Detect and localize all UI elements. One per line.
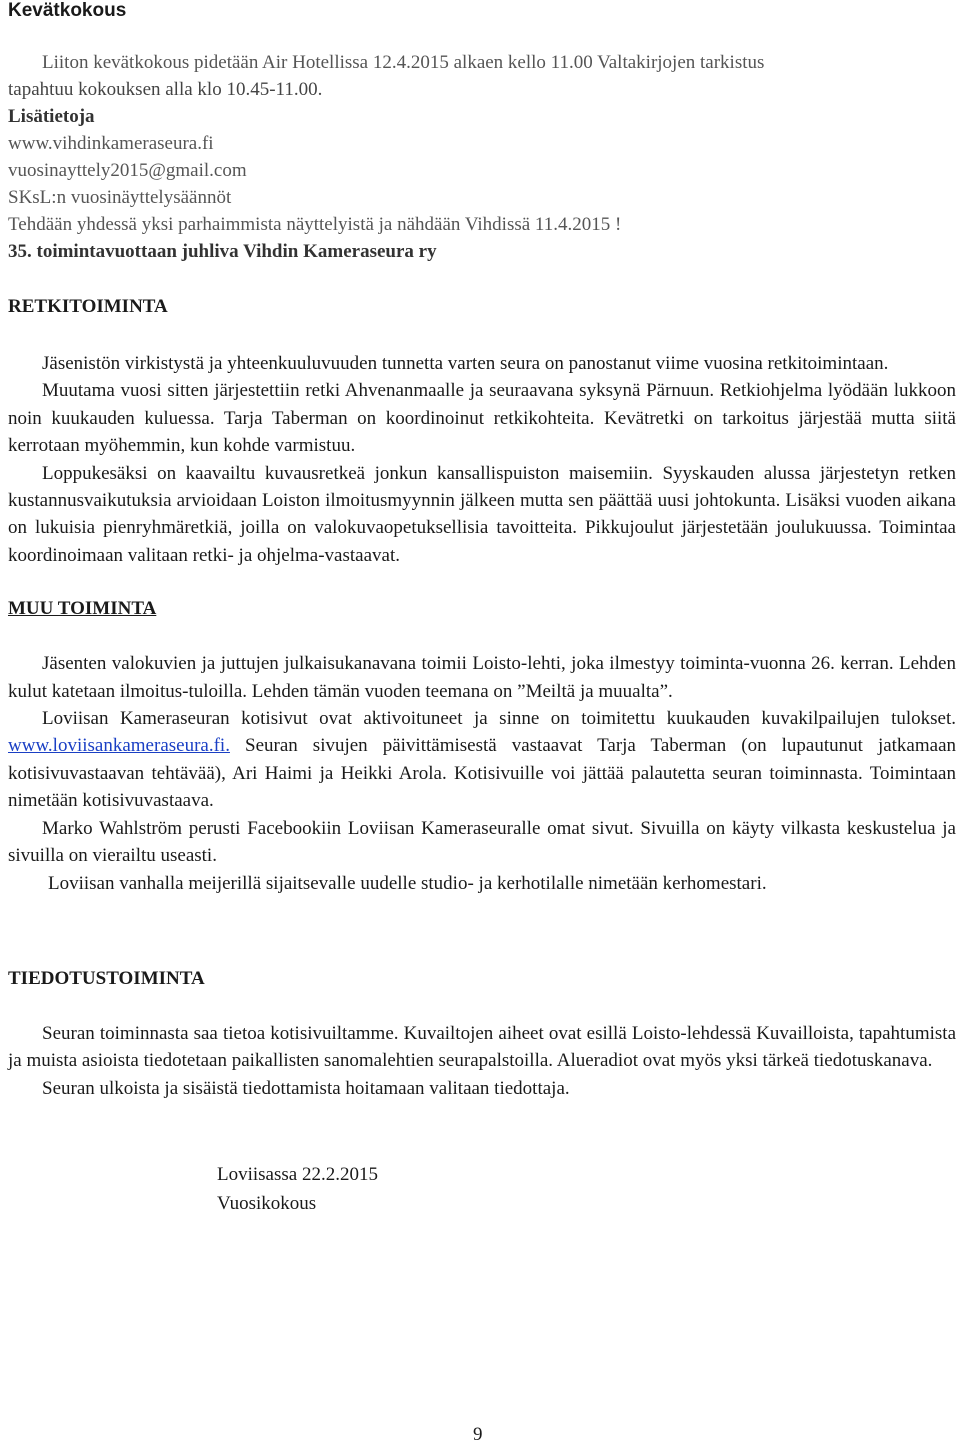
tiedotus-paragraph-2: Seuran ulkoista ja sisäistä tiedottamista hoitamaan valitaan tiedottaja. — [42, 1077, 570, 1099]
muu-section — [8, 595, 956, 897]
retki-section — [8, 293, 956, 569]
more-info-label: Lisätietoja — [8, 106, 95, 127]
signature-meeting: Vuosikokous — [217, 1193, 317, 1215]
signature-place-date: Loviisassa 22.2.2015 — [217, 1164, 378, 1186]
muu-paragraph-1: Jäsenten valokuvien ja juttujen julkaisukanavana toimii Loisto-lehti, joka ilmestyy toiminta-vuonna 26. kerran. Lehden kulut katetaan ilmoitus-tuloilla. Lehden tämän vuoden teemana on ”Meiltä ja muualta”. — [8, 653, 956, 702]
tiedotus-paragraph-1: Seuran toiminnasta saa tietoa kotisivuiltamme. Kuvailtojen aiheet ovat esillä Loisto-lehdessä Kuvailloista, tapahtumista ja muista asioista tiedotetaan paikallisten sanomalehtien seurapalstoilla. Alueradiot ovat myös yksi tärkeä tiedotuskanava. — [8, 1022, 956, 1072]
meeting-line-1: Liiton kevätkokous pidetään Air Hotellissa 12.4.2015 alkaen kello 11.00 Valtakirjojen tarkistus — [42, 52, 765, 73]
rules-link[interactable]: SKsL:n vuosinäyttelysäännöt — [8, 187, 232, 208]
retki-paragraph-2: Muutama vuosi sitten järjestettiin retki Ahvenanmaalle ja seuraavana syksynä Pärnuun. Retkiohjelma lyödään lukkoon noin kuukauden kuluessa. Tarja Taberman on koordinoinut retkikohteita. Kevätretki on tarkoitus järjestää mutta siitä kerrotaan myöhemmin, kun kohde varmistuu. — [8, 380, 956, 457]
muu-paragraph-2-end: Seuran sivujen päivittämisestä vastaavat Tarja Taberman (on lupautunut jatkamaan kotisivuvastaavan tehtävää), Ari Haimi ja Heikki Arola. Kotisivuille voi jättää palautetta seuran toiminnasta. Toimintaan nimetään kotisivuvastaava. — [8, 735, 957, 812]
retki-paragraph-3: Loppukesäksi on kaavailtu kuvausretkeä jonkun kansallispuiston maisemiin. Syyskauden alussa järjestetyn retken kustannusvaikutuksia arvioidaan Loiston ilmoitusmyynnin jälkeen mutta sen päättää uusi johtokunta. Lisäksi vuoden aikana on lukuisia pienryhmäretkiä, joilla on valokuvaopetuksellisia tavoitteita. Pikkujoulut järjestetään joulukuussa. Toimintaa koordinoimaan valitaan retki- ja ohjelma-vastaavat. — [8, 462, 956, 566]
muu-paragraph-2-start: Loviisan Kameraseuran kotisivut ovat aktivoituneet ja sinne on toimitettu kuukauden kuvakilpailujen tulokset. — [42, 708, 956, 730]
muu-paragraph-2 — [8, 705, 956, 815]
tiedotus-title: TIEDOTUSTOIMINTA — [8, 967, 205, 989]
tiedotus-section — [8, 965, 956, 1102]
page-number: 9 — [473, 1424, 483, 1445]
retki-paragraph-1: Jäsenistön virkistystä ja yhteenkuuluvuuden tunnetta varten seura on panostanut viime vuosina retkitoimintaan. — [42, 353, 889, 374]
loviisa-site-link[interactable]: www.loviisankameraseura.fi. — [8, 735, 230, 757]
page-heading: Kevätkokous — [8, 0, 127, 21]
site-link[interactable]: www.vihdinkameraseura.fi — [8, 133, 214, 154]
signature-block — [217, 1160, 956, 1218]
muu-paragraph-4: Loviisan vanhalla meijerillä sijaitsevalle uudelle studio- ja kerhotilalle nimetään kerhomestari. — [48, 872, 767, 894]
retki-title: RETKITOIMINTA — [8, 296, 168, 317]
anniversary-line: 35. toimintavuottaan juhliva Vihdin Kameraseura ry — [8, 241, 437, 262]
tagline: Tehdään yhdessä yksi parhaimmista näyttelyistä ja nähdään Vihdissä 11.4.2015 ! — [8, 214, 622, 235]
muu-paragraph-3: Marko Wahlström perusti Facebookiin Loviisan Kameraseuralle omat sivut. Sivuilla on käyty vilkasta keskustelua ja sivuilla on vierailtu useasti. — [8, 817, 956, 867]
meeting-line-2: tapahtuu kokouksen alla klo 10.45-11.00. — [8, 79, 323, 100]
muu-title: MUU TOIMINTA — [8, 598, 157, 620]
spring-meeting-block — [8, 49, 956, 265]
email-link[interactable]: vuosinayttely2015@gmail.com — [8, 160, 247, 181]
document-page — [8, 0, 956, 1218]
